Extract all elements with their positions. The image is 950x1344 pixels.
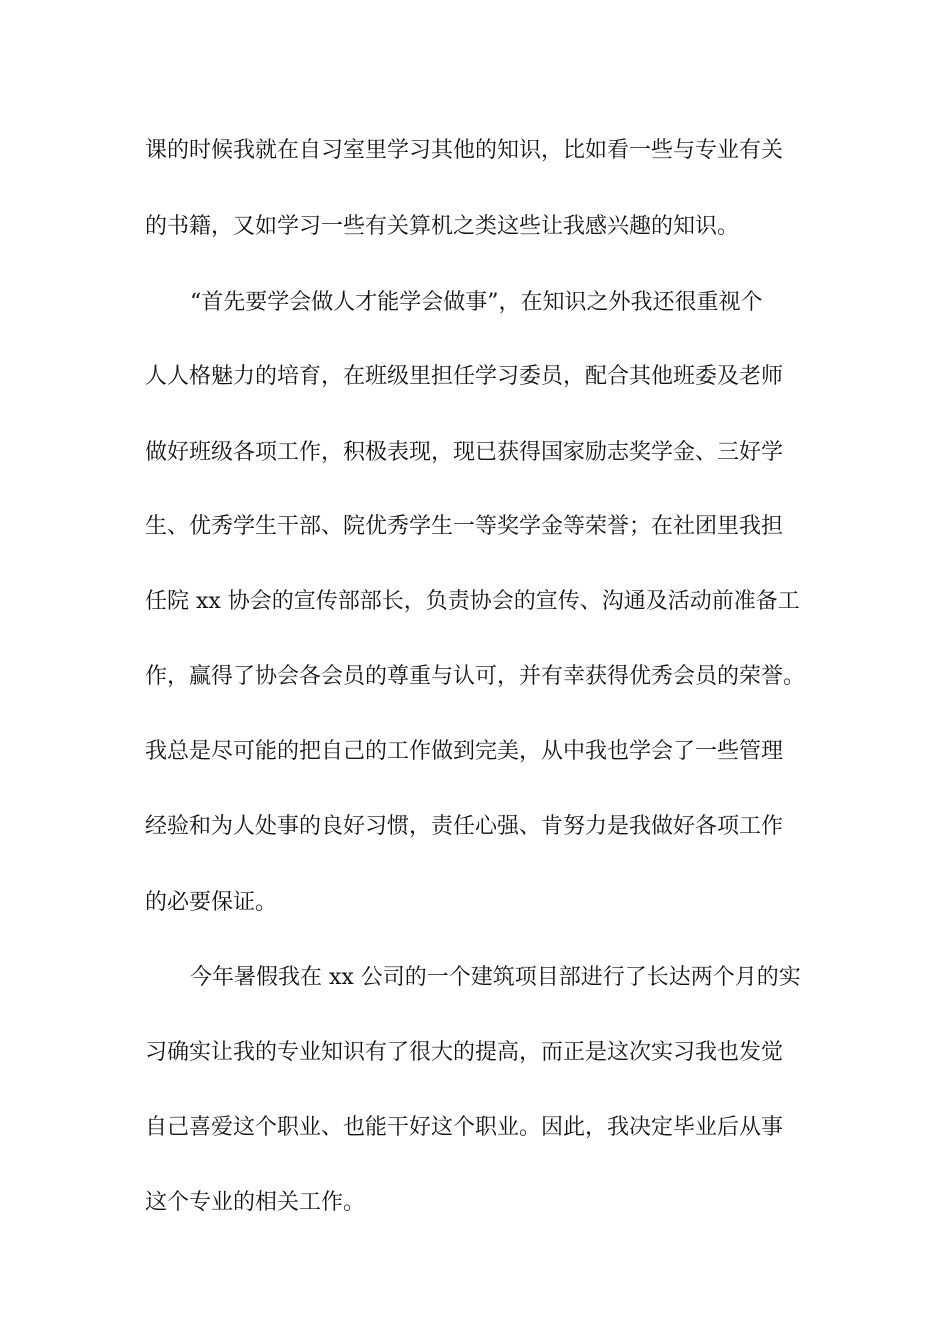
text-line: 生、优秀学生干部、院优秀学生一等奖学金等荣誉；在社团里我担	[145, 514, 784, 539]
text-line: 我总是尽可能的把自己的工作做到完美，从中我也学会了一些管理	[145, 739, 784, 764]
text-line: 的必要保证。	[145, 890, 278, 915]
text-line: 经验和为人处事的良好习惯，责任心强、肯努力是我做好各项工作	[145, 814, 784, 839]
paragraph-first-line: “首先要学会做人才能学会做事”，在知识之外我还很重视个	[190, 290, 763, 315]
paragraph-first-line: 今年暑假我在 xx 公司的一个建筑项目部进行了长达两个月的实	[190, 965, 801, 990]
text-line: 任院 xx 协会的宣传部部长，负责协会的宣传、沟通及活动前准备工	[145, 589, 800, 614]
text-line: 的书籍，又如学习一些有关算机之类这些让我感兴趣的知识。	[145, 214, 740, 239]
text-line: 做好班级各项工作，积极表现，现已获得国家励志奖学金、三好学	[145, 440, 784, 465]
text-line: 这个专业的相关工作。	[145, 1190, 366, 1215]
text-line: 习确实让我的专业知识有了很大的提高，而正是这次实习我也发觉	[145, 1040, 784, 1065]
text-line: 人人格魅力的培育，在班级里担任学习委员，配合其他班委及老师	[145, 364, 784, 389]
text-line: 课的时候我就在自习室里学习其他的知识，比如看一些与专业有关	[145, 138, 784, 163]
text-line: 自己喜爱这个职业、也能干好这个职业。因此，我决定毕业后从事	[145, 1115, 784, 1140]
text-line: 作，赢得了协会各会员的尊重与认可，并有幸获得优秀会员的荣誉。	[145, 664, 806, 689]
